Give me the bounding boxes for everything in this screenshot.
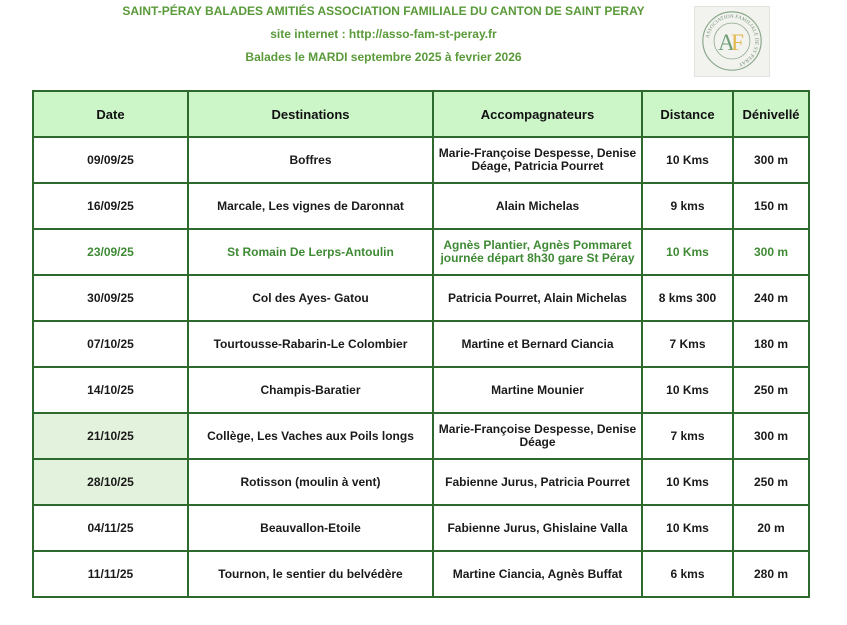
cell-destination: Collège, Les Vaches aux Poils longs: [188, 413, 433, 459]
cell-guides: Marie-Françoise Despesse, Denise Déage: [433, 413, 642, 459]
page-subtitle: Balades le MARDI septembre 2025 à fevrier 2026: [245, 50, 522, 64]
cell-distance: 10 Kms: [642, 459, 733, 505]
cell-destination: Tournon, le sentier du belvédère: [188, 551, 433, 597]
table-header-row: [33, 91, 809, 137]
cell-guides: Marie-Françoise Despesse, Denise Déage, Patricia Pourret: [433, 137, 642, 183]
cell-date: 04/11/25: [33, 505, 188, 551]
cell-date: 09/09/25: [33, 137, 188, 183]
table-row: [33, 551, 809, 597]
cell-destination: Rotisson (moulin à vent): [188, 459, 433, 505]
cell-distance: 10 Kms: [642, 505, 733, 551]
cell-elevation: 150 m: [733, 183, 809, 229]
cell-elevation: 250 m: [733, 459, 809, 505]
cell-elevation: 20 m: [733, 505, 809, 551]
cell-elevation: 280 m: [733, 551, 809, 597]
svg-text:ASSOCIATION FAMILIALE DE ST PE: ASSOCIATION FAMILIALE DE ST PERAY: [704, 13, 760, 68]
cell-date: 11/11/25: [33, 551, 188, 597]
column-header-date: Date: [33, 91, 188, 137]
table-row: [33, 183, 809, 229]
table-row: [33, 505, 809, 551]
cell-date: 16/09/25: [33, 183, 188, 229]
page-title: SAINT-PÉRAY BALADES AMITIÉS ASSOCIATION FAMILIALE DU CANTON DE SAINT PERAY: [122, 4, 645, 18]
cell-distance: 6 kms: [642, 551, 733, 597]
cell-elevation: 250 m: [733, 367, 809, 413]
cell-guides: Martine Mounier: [433, 367, 642, 413]
cell-guides: Agnès Plantier, Agnès Pommaret journée départ 8h30 gare St Péray: [433, 229, 642, 275]
cell-destination: Tourtousse-Rabarin-Le Colombier: [188, 321, 433, 367]
cell-destination: Beauvallon-Etoile: [188, 505, 433, 551]
table-row: [33, 367, 809, 413]
column-header-distance: Distance: [642, 91, 733, 137]
cell-distance: 7 Kms: [642, 321, 733, 367]
table-row: [33, 321, 809, 367]
cell-distance: 9 kms: [642, 183, 733, 229]
cell-guides: Alain Michelas: [433, 183, 642, 229]
cell-date-shaded: 28/10/25: [33, 459, 188, 505]
column-header-destinations: Destinations: [188, 91, 433, 137]
cell-distance: 8 kms 300: [642, 275, 733, 321]
cell-distance: 7 kms: [642, 413, 733, 459]
cell-distance: 10 Kms: [642, 229, 733, 275]
cell-guides: Fabienne Jurus, Patricia Pourret: [433, 459, 642, 505]
cell-date: 07/10/25: [33, 321, 188, 367]
cell-date-shaded: 21/10/25: [33, 413, 188, 459]
cell-elevation: 300 m: [733, 137, 809, 183]
cell-guides: Martine Ciancia, Agnès Buffat: [433, 551, 642, 597]
column-header-guides: Accompagnateurs: [433, 91, 642, 137]
cell-elevation: 180 m: [733, 321, 809, 367]
table-row: [33, 275, 809, 321]
cell-distance: 10 Kms: [642, 137, 733, 183]
cell-destination: Marcale, Les vignes de Daronnat: [188, 183, 433, 229]
cell-destination: Champis-Baratier: [188, 367, 433, 413]
cell-distance: 10 Kms: [642, 367, 733, 413]
association-logo: [694, 6, 770, 77]
table-row-highlighted: [33, 229, 809, 275]
website-line: site internet : http://asso-fam-st-peray.fr: [270, 27, 497, 41]
cell-destination: Boffres: [188, 137, 433, 183]
cell-date: 23/09/25: [33, 229, 188, 275]
cell-guides: Fabienne Jurus, Ghislaine Valla: [433, 505, 642, 551]
cell-date: 14/10/25: [33, 367, 188, 413]
cell-elevation: 300 m: [733, 229, 809, 275]
cell-guides: Martine et Bernard Ciancia: [433, 321, 642, 367]
cell-guides: Patricia Pourret, Alain Michelas: [433, 275, 642, 321]
cell-elevation: 240 m: [733, 275, 809, 321]
table-row: [33, 413, 809, 459]
table-row: [33, 459, 809, 505]
cell-date: 30/09/25: [33, 275, 188, 321]
table-row: [33, 137, 809, 183]
cell-destination: Col des Ayes- Gatou: [188, 275, 433, 321]
cell-destination: St Romain De Lerps-Antoulin: [188, 229, 433, 275]
walk-schedule-table: [32, 90, 810, 598]
column-header-elevation: Dénivellé: [733, 91, 809, 137]
logo-letters: AF: [718, 29, 744, 56]
cell-elevation: 300 m: [733, 413, 809, 459]
